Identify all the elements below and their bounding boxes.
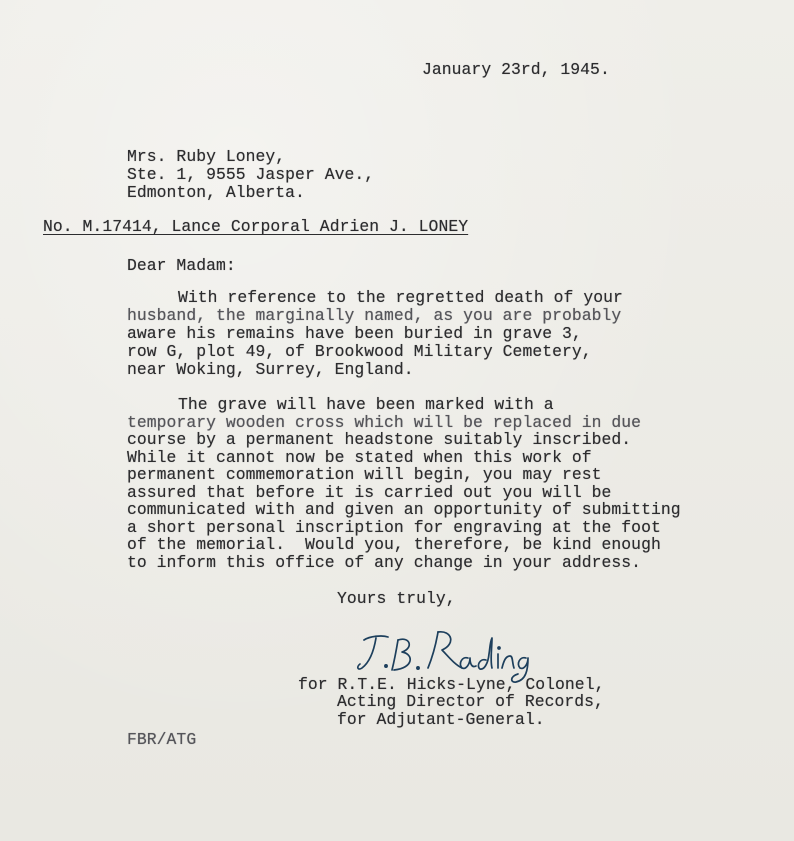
paragraph-2-line: The grave will have been marked with a (178, 395, 554, 414)
letter-date: January 23rd, 1945. (422, 60, 610, 79)
signatory-for-line: for R.T.E. Hicks-Lyne, Colonel, (298, 675, 605, 694)
paragraph-2-line: a short personal inscription for engraving at the foot (127, 518, 661, 537)
typist-initials: FBR/ATG (127, 730, 197, 749)
closing: Yours truly, (337, 589, 456, 608)
salutation: Dear Madam: (127, 256, 236, 275)
paragraph-2-line: of the memorial. Would you, therefore, be kind enough (127, 535, 661, 554)
paragraph-2-line: communicated with and given an opportunity of submitting (127, 500, 681, 519)
paragraph-2-line: permanent commemoration will begin, you may rest (127, 465, 602, 484)
recipient-city: Edmonton, Alberta. (127, 183, 305, 202)
signatory-title: Acting Director of Records, (337, 692, 604, 711)
paragraph-1-line: row G, plot 49, of Brookwood Military Cemetery, (127, 342, 592, 361)
paragraph-2-line: assured that before it is carried out you will be (127, 483, 612, 502)
paragraph-2-line: temporary wooden cross which will be replaced in due (127, 413, 642, 432)
signatory-department: for Adjutant-General. (337, 710, 545, 729)
paragraph-1-line: husband, the marginally named, as you are probably (127, 306, 622, 325)
recipient-name: Mrs. Ruby Loney, (127, 147, 286, 166)
recipient-address: Ste. 1, 9555 Jasper Ave., (127, 165, 375, 184)
paragraph-2-line: course by a permanent headstone suitably inscribed. (127, 430, 632, 449)
paragraph-1-line: With reference to the regretted death of your (178, 288, 623, 307)
paragraph-2-line: While it cannot now be stated when this work of (127, 448, 592, 467)
paragraph-2-line: to inform this office of any change in your address. (127, 553, 642, 572)
paragraph-1-line: near Woking, Surrey, England. (127, 360, 414, 379)
paragraph-1-line: aware his remains have been buried in grave 3, (127, 324, 582, 343)
reference-line: No. M.17414, Lance Corporal Adrien J. LONEY (43, 217, 469, 236)
